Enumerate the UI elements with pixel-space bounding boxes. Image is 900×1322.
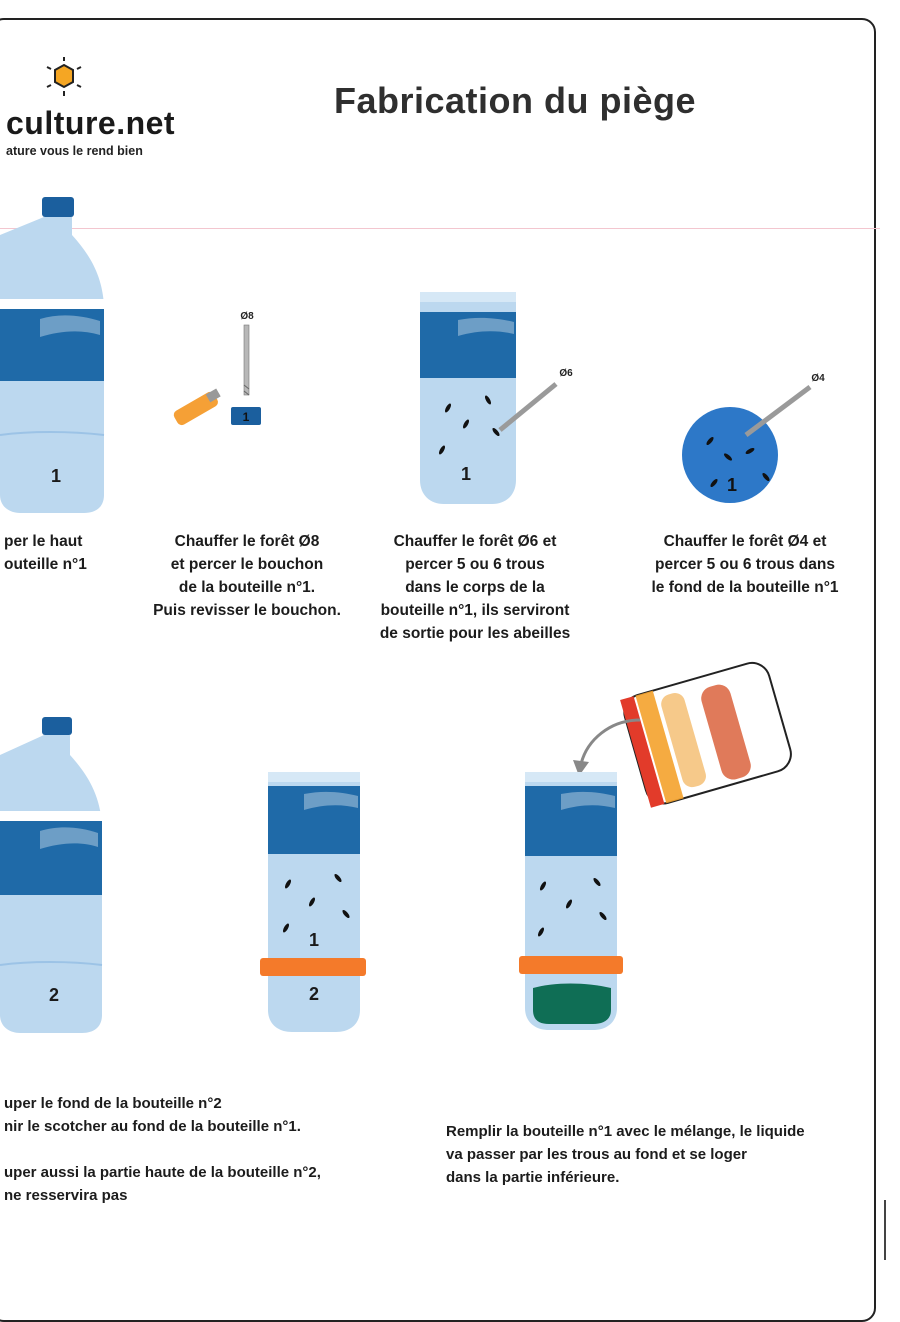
divider-line <box>0 228 880 229</box>
page-edge-mark <box>884 1200 886 1260</box>
caption-step-cap: Chauffer le forêt Ø8 et percer le bouchon de la bouteille n°1. Puis revisser le bouchon. <box>153 533 341 619</box>
bottle-body-holes-illustration <box>418 290 588 510</box>
caption-step-bottle-2: uper le fond de la bouteille n°2 nir le scotcher au fond de la bouteille n°1. uper aussi la partie haute de la bouteille n°2, ne resservira pas <box>4 1095 321 1204</box>
lighter-icon <box>172 389 221 427</box>
bottle-bottom-illustration <box>680 365 840 515</box>
cap-drill-illustration <box>165 305 285 445</box>
bottle-2-illustration <box>0 715 110 1035</box>
brand-tagline: ature vous le rend bien <box>6 144 143 158</box>
fill-bottle-illustration <box>515 660 795 1035</box>
drill-label: Ø6 <box>559 368 573 379</box>
assembled-bottles-illustration <box>258 770 368 1035</box>
page-title: Fabrication du piège <box>334 80 697 121</box>
caption-step-fill: Remplir la bouteille n°1 avec le mélange, le liquide va passer par les trous au fond et se loger dans la partie inférieure. <box>446 1123 805 1186</box>
bottle-number: 1 <box>726 475 738 495</box>
brand-name: culture.net <box>6 105 176 141</box>
bottle-1-illustration <box>0 195 110 515</box>
drill-label: Ø4 <box>811 373 825 384</box>
bottle-number: 2 <box>48 985 60 1005</box>
honeycomb-sun-icon <box>42 55 86 99</box>
caption-step-body-holes: Chauffer le forêt Ø6 et percer 5 ou 6 trous dans le corps de la bouteille n°1, ils serviront de sortie pour les abeilles <box>379 533 571 642</box>
bottle-top-number: 1 <box>308 930 320 950</box>
brand-logo <box>0 55 200 165</box>
bottle-number: 1 <box>50 466 62 486</box>
caption-step-bottom-holes: Chauffer le forêt Ø4 et percer 5 ou 6 trous dans le fond de la bouteille n°1 <box>651 533 839 596</box>
caption-step-cut-top: per le haut outeille n°1 <box>4 533 87 573</box>
cap-number: 1 <box>242 410 250 424</box>
tape-band <box>260 958 366 976</box>
liquid-mixture <box>533 984 611 1025</box>
bottle-number: 1 <box>460 464 472 484</box>
jar-icon <box>620 660 795 808</box>
drill-label: Ø8 <box>240 311 254 322</box>
bottle-bottom-number: 2 <box>308 984 320 1004</box>
